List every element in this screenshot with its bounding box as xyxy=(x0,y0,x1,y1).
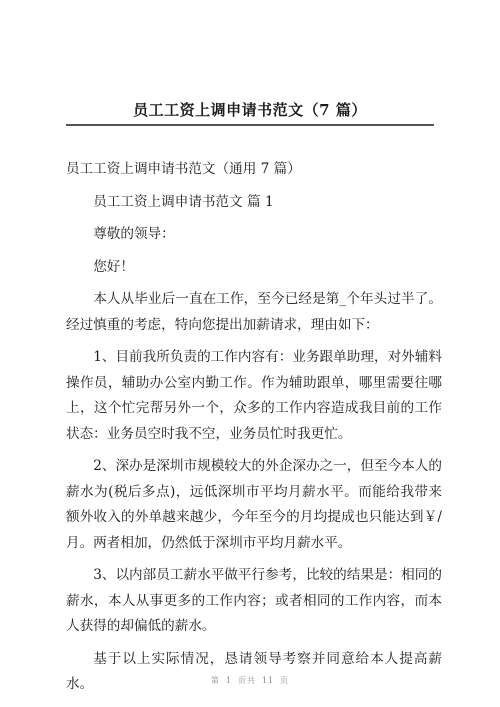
paragraph-reason-2: 2、深办是深圳市规模较大的外企深办之一，但至今本人的薪水为(税后多点)，远低深圳市平均月薪水平。而能给我带来额外收入的外单越来越少，今年至今的月均提成也只能达到￥/月。两者相加，仍然低于深圳市平均月薪水平。 xyxy=(66,458,442,551)
footer-prefix: 第 xyxy=(210,676,220,685)
paragraph-reason-1: 1、目前我所负责的工作内容有：业务跟单助理，对外辅料操作员，辅助办公室内勤工作。作为辅助跟单，哪里需要往哪上，这个忙完帮另外一个，众多的工作内容造成我目前的工作状态：业务员空时我不空，业务员忙时我更忙。 xyxy=(66,349,442,442)
greeting: 您好！ xyxy=(93,258,134,275)
footer-current-page: 1 xyxy=(225,676,232,685)
footer-suffix: 页 xyxy=(280,676,290,685)
page-title: 员工工资上调申请书范文（7 篇） xyxy=(133,101,367,119)
footer-middle: 页共 xyxy=(237,676,256,685)
salutation: 尊敬的领导： xyxy=(93,226,175,242)
footer-total-pages: 11 xyxy=(261,676,275,685)
paragraph-reason-3: 3、以内部员工薪水平做平行参考，比较的结果是：相同的薪水，本人从事更多的工作内容；或者相同的工作内容，而本人获得的却偏低的薪水。 xyxy=(66,567,442,634)
page-number-footer xyxy=(0,675,500,686)
paragraph-conclusion: 基于以上实际情况，恳请领导考察并同意给本人提高薪水。 xyxy=(66,650,442,692)
document-body xyxy=(66,157,442,698)
section-title: 员工工资上调申请书范文 篇 1 xyxy=(93,193,274,210)
header-divider xyxy=(66,124,434,126)
document-title: 员工工资上调申请书范文（通用 7 篇） xyxy=(66,161,301,177)
paragraph-intro: 本人从毕业后一直在工作，至今已经是第_个年头过半了。经过慎重的考虑，特向您提出加薪请求，理由如下： xyxy=(66,291,442,333)
